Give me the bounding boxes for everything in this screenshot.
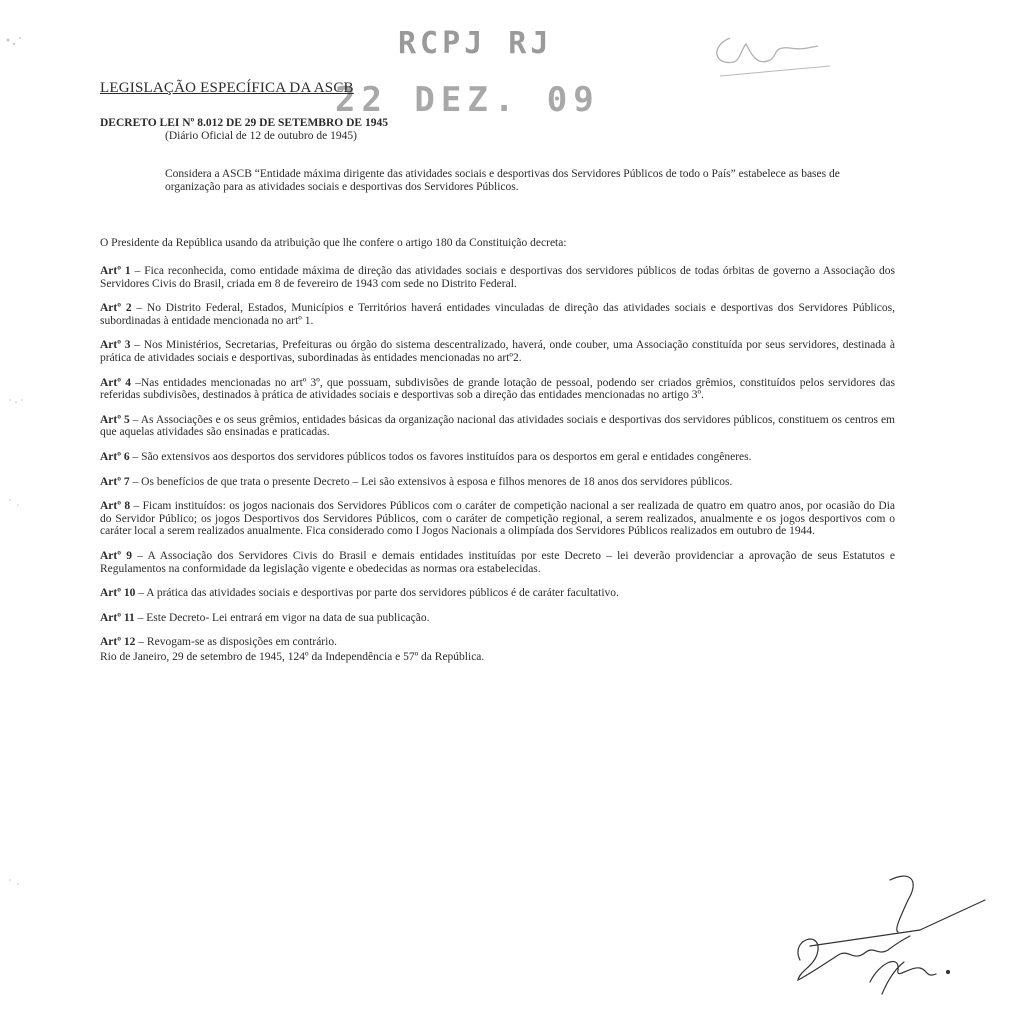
date-stamp: 22 DEZ. 09 (335, 80, 600, 120)
article (100, 265, 895, 290)
article (100, 612, 895, 625)
article-text: – Nos Ministérios, Secretarias, Prefeituras ou órgão do sistema descentralizado, haverá, onde couber, uma Associação constituída por seus servidores, destinada à prática de atividades sociais e desportivas, subordinadas às entidades mencionadas no artº2. (100, 339, 895, 364)
handwritten-mark (700, 26, 840, 86)
handwritten-signature (770, 870, 990, 1000)
article-label: Artº 2 (100, 302, 132, 315)
article-text: – Revogam-se as disposições em contrário. (135, 636, 337, 649)
article-label: Artº 4 (100, 376, 131, 389)
registry-stamp: RCPJ RJ (398, 26, 553, 61)
article (100, 587, 895, 600)
article-label: Artº 3 (100, 339, 131, 352)
article-text: – A prática das atividades sociais e desportivas por parte dos servidores públicos é de caráter facultativo. (135, 587, 619, 600)
article-label: Artº 12 (100, 636, 136, 649)
article-text: – As Associações e os seus grêmios, entidades básicas da organização nacional das atividades sociais e desportivas dos servidores públicos, constituem os centros em que aquelas atividades são ensinadas e praticadas. (100, 413, 895, 439)
article-label: Artº 7 (100, 475, 130, 488)
article-text: – A Associação dos Servidores Civis do Brasil e demais entidades instituídas por este Decreto – lei deverão providenciar a aprovação de seus Estatutos e Regulamentos na conformidade da legislação vigente e obedecidas as normas ora estabelecidas. (100, 549, 895, 575)
article (100, 451, 895, 464)
preamble: O Presidente da República usando da atribuição que lhe confere o artigo 180 da Constituição decreta: (100, 237, 567, 249)
gazette-reference: (Diário Oficial de 12 de outubro de 1945) (165, 130, 357, 142)
article-label: Artº 11 (100, 611, 135, 624)
article (100, 636, 895, 649)
article-label: Artº 5 (100, 413, 130, 426)
article-label: Artº 8 (100, 500, 131, 513)
article (100, 414, 895, 439)
article-text: – Este Decreto- Lei entrará em vigor na data de sua publicação. (134, 611, 430, 624)
closing-line: Rio de Janeiro, 29 de setembro de 1945, 124º da Independência e 57º da República. (100, 650, 485, 663)
article-text: – São extensivos aos desportos dos servidores públicos todos os favores instituídos para os desportos em geral e entidades congêneres. (129, 450, 752, 463)
article-label: Artº 6 (100, 450, 130, 463)
article (100, 476, 895, 489)
article-text: – Fica reconhecida, como entidade máxima de direção das atividades sociais e desportivas dos servidores públicos de todas órbitas de governo a Associação dos Servidores Civis do Brasil, criada em 8 de fevereiro de 1943 com sede no Distrito Federal. (100, 265, 895, 290)
article-label: Artº 9 (100, 549, 132, 562)
article (100, 500, 895, 538)
article-label: Artº 10 (100, 587, 136, 600)
decree-summary: Considera a ASCB “Entidade máxima dirigente das atividades sociais e desportivas dos Servidores Públicos de todo o País” estabelece as bases de organização para as atividades sociais e desportivas dos Servidores Públicos. (165, 168, 840, 193)
decree-heading: DECRETO LEI Nº 8.012 DE 29 DE SETEMBRO DE 1945 (100, 117, 388, 129)
article-text: –Nas entidades mencionadas no artº 3º, que possuam, subdivisões de grande lotação de pessoal, podendo ser criados grêmios, constituídos pelos servidores das referidas subdivisões, destinados à prática de atividades sociais e desportivas sob a direção das entidades mencionadas no artigo 3º. (100, 376, 895, 402)
article (100, 550, 895, 575)
article (100, 377, 895, 402)
article-text: – Ficam instituídos: os jogos nacionais dos Servidores Públicos com o caráter de competição nacional a ser realizada de quatro em quatro anos, por ocasião do Dia do Servidor Público; os jogos Desportivos dos Servidores Públicos, com o caráter de competição regional, a serem realizados, anualmente e os jogos desportivos com o caráter local a serem realizados anualmente. Fica considerado como I Jogos Nacionais a olimpíada dos Servidores Públicos realizados em outubro de 1944. (100, 500, 895, 538)
articles-list (100, 265, 895, 675)
article-text: – No Distrito Federal, Estados, Municípios e Territórios haverá entidades vinculadas de direção das atividades sociais e desportivas dos Servidores Públicos, subordinadas à entidade mencionada no artº 1. (100, 302, 895, 327)
article (100, 302, 895, 327)
page-title: LEGISLAÇÃO ESPECÍFICA DA ASCB (100, 80, 354, 96)
article-text: – Os benefícios de que trata o presente Decreto – Lei são extensivos à esposa e filhos menores de 18 anos dos servidores públicos. (129, 475, 733, 488)
article (100, 339, 895, 364)
article-label: Artº 1 (100, 265, 131, 277)
